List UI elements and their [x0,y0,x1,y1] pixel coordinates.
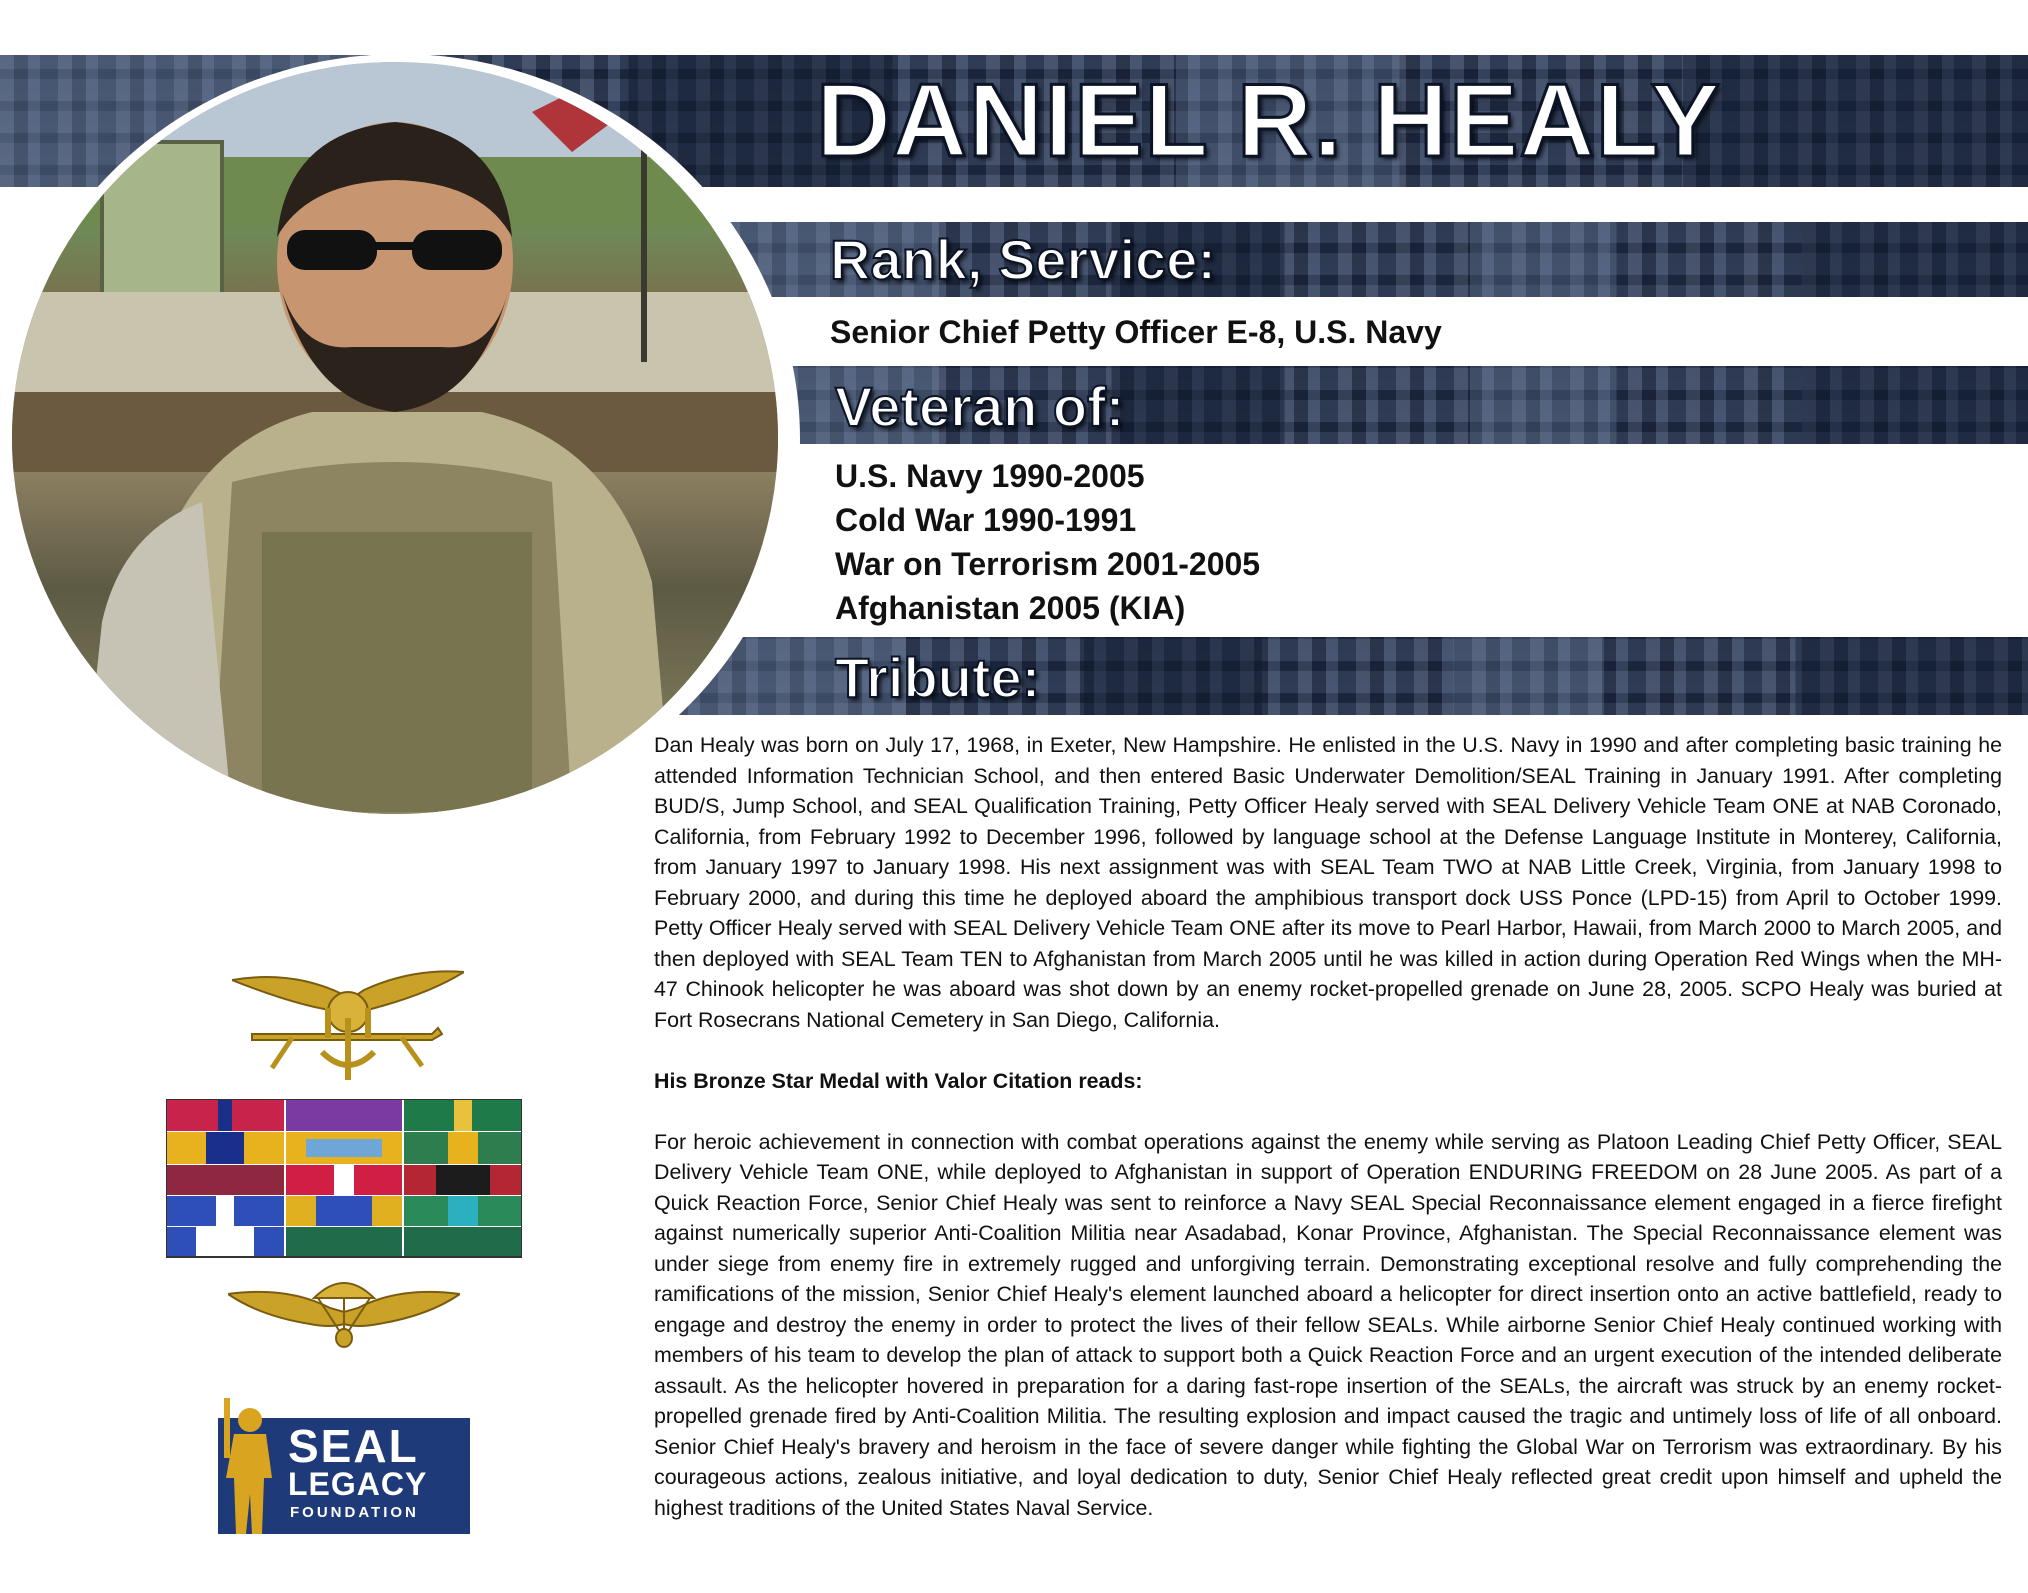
veteran-item: Afghanistan 2005 (KIA) [835,590,1186,626]
logo-line-seal: SEAL [288,1420,419,1472]
seal-legacy-logo [216,1398,470,1534]
veteran-heading: Veteran of: [835,375,1125,438]
page-title: DANIEL R. HEALY [816,63,1721,179]
rank-value: Senior Chief Petty Officer E-8, U.S. Navy [830,314,1442,350]
portrait-illustration [12,62,778,814]
citation-paragraph: For heroic achievement in connection with combat operations against the enemy while serving as Platoon Leading Chief Petty Officer, SEAL Delivery Vehicle Team ONE, while deployed to Afghanistan in support of Operation ENDURING FREEDOM on 28 June 2005. As part of a Quick Reaction Force, Senior Chief Healy was sent to reinforce a Navy SEAL Special Reconnaissance element engaged in a fierce firefight against numerically superior Anti-Coalition Militia near Asadabad, Konar Province, Afghanistan. The Special Reconnaissance element was under siege from enemy fire in extremely rugged and unforgiving terrain. Demonstrating exceptional resolve and fully comprehending the ramifications of the mission, Senior Chief Healy's element launched aboard a helicopter for direct insertion onto an active battlefield, ready to engage and destroy the enemy in order to protect the lives of their fellow SEALs. While airborne Senior Chief Healy continued working with members of his team to develop the plan of attack to support both a Quick Reaction Force and an urgent execution of the intended deliberate assault. As the helicopter hovered in preparation for a daring fast-rope insertion of the SEALs, the aircraft was struck by an enemy rocket-propelled grenade fired by Anti-Coalition Militia. The resulting explosion and impact caused the tragic and untimely loss of life of all onboard. Senior Chief Healy's bravery and heroism in the face of severe danger while fighting the Global War on Terrorism was extraordinary. By his courageous actions, zealous initiative, and loyal dedication to duty, Senior Chief Healy reflected great credit upon himself and upheld the highest traditions of the United States Naval Service. [654,1129,2002,1520]
logo-line-foundation: FOUNDATION [290,1504,419,1521]
tribute-text [654,730,2002,1554]
soldier-silhouette-icon [216,1398,286,1534]
rank-heading: Rank, Service: [830,228,1216,291]
tribute-heading: Tribute: [835,646,1041,709]
citation-heading: His Bronze Star Medal with Valor Citation reads: [654,1068,1143,1093]
seal-trident-icon [232,968,464,1086]
veteran-list [835,454,1260,630]
portrait-photo [12,62,778,814]
veteran-item: Cold War 1990-1991 [835,502,1137,538]
veteran-item: U.S. Navy 1990-2005 [835,458,1145,494]
logo-line-legacy: LEGACY [288,1466,428,1502]
ribbon-rack [166,1099,522,1261]
biography-paragraph: Dan Healy was born on July 17, 1968, in Exeter, New Hampshire. He enlisted in the U.S. Navy in 1990 and after completing basic training he attended Information Technician School, and then entered Basic Underwater Demolition/SEAL Training in January 1991. After completing BUD/S, Jump School, and SEAL Qualification Training, Petty Officer Healy served with SEAL Delivery Vehicle Team ONE at NAB Coronado, California, from February 1992 to December 1996, followed by language school at the Defense Language Institute in Monterey, California, from January 1997 to January 1998. His next assignment was with SEAL Team TWO at NAB Little Creek, Virginia, from January 1998 to February 2000, and during this time he deployed aboard the amphibious transport dock USS Ponce (LPD-15) from April to October 1999. Petty Officer Healy served with SEAL Delivery Vehicle Team ONE after its move to Pearl Harbor, Hawaii, from March 2000 to March 2005, and then deployed with SEAL Team TEN to Afghanistan from March 2005 until he was killed in action during Operation Red Wings when the MH-47 Chinook helicopter he was aboard was shot down by an enemy rocket-propelled grenade on June 28, 2005. SCPO Healy was buried at Fort Rosecrans National Cemetery in San Diego, California. [654,733,2002,1032]
parachutist-wings-icon [228,1272,460,1348]
veteran-item: War on Terrorism 2001-2005 [835,546,1261,582]
